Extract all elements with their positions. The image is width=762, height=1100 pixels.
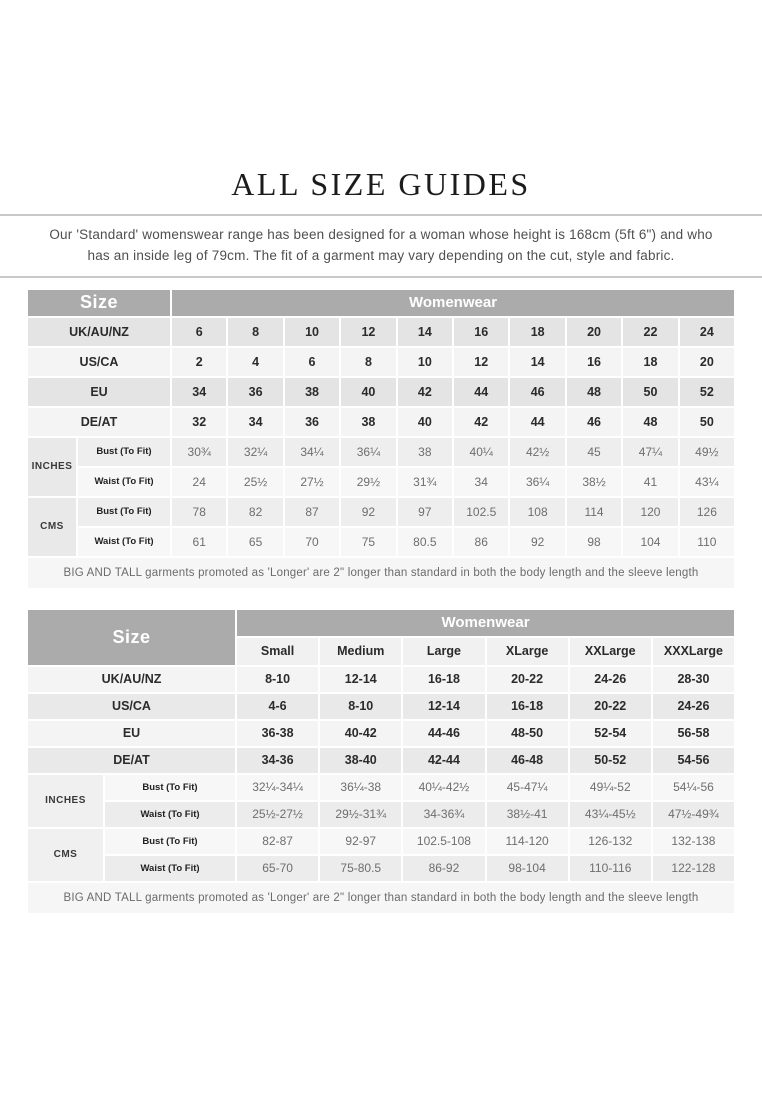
header-right: [237, 610, 734, 665]
size-value-cell: 14: [398, 318, 452, 346]
size-row: [28, 694, 734, 719]
measure-value-cell: 34¼: [285, 438, 339, 466]
measure-row: [105, 802, 734, 827]
measure-value-cell: 82-87: [237, 829, 318, 854]
size-value-cell: 54-56: [653, 748, 734, 773]
measure-value-cell: 132-138: [653, 829, 734, 854]
measure-value-cell: 92-97: [320, 829, 401, 854]
unit-label: CMS: [28, 829, 103, 881]
size-value-cell: 2: [172, 348, 226, 376]
measure-value-cell: 30¾: [172, 438, 226, 466]
measure-value-cell: 36¼-38: [320, 775, 401, 800]
size-row: [28, 667, 734, 692]
measure-value-cell: 86: [454, 528, 508, 556]
size-table: [28, 290, 734, 588]
size-value-cell: 48: [567, 378, 621, 406]
size-value-cell: 46: [510, 378, 564, 406]
measure-value-cell: 86-92: [403, 856, 484, 881]
size-value-cell: 24-26: [653, 694, 734, 719]
size-value-cell: 20-22: [487, 667, 568, 692]
measure-value-cell: 34: [454, 468, 508, 496]
size-value-cell: 32: [172, 408, 226, 436]
measure-value-cell: 54¼-56: [653, 775, 734, 800]
size-value-cell: 42-44: [403, 748, 484, 773]
measure-value-cell: 45: [567, 438, 621, 466]
measure-value-cell: 25½-27½: [237, 802, 318, 827]
size-value-cell: 18: [623, 348, 677, 376]
size-value-cell: 10: [398, 348, 452, 376]
size-value-cell: 4: [228, 348, 282, 376]
region-label: UK/AU/NZ: [28, 667, 235, 692]
size-value-cell: 48-50: [487, 721, 568, 746]
measure-value-cell: 80.5: [398, 528, 452, 556]
size-value-cell: 12-14: [320, 667, 401, 692]
measure-value-cell: 42½: [510, 438, 564, 466]
measure-value-cell: 98: [567, 528, 621, 556]
size-value-cell: 46-48: [487, 748, 568, 773]
measure-group: [28, 498, 734, 556]
size-value-cell: 46: [567, 408, 621, 436]
measure-group: [28, 829, 734, 881]
measure-value-cell: 43¼-45½: [570, 802, 651, 827]
size-corner-header: Size: [28, 610, 235, 665]
size-corner-header: Size: [28, 290, 170, 316]
size-row: [28, 721, 734, 746]
size-value-cell: 50: [680, 408, 734, 436]
measure-row: [78, 498, 734, 526]
measure-label: Bust (To Fit): [105, 775, 235, 800]
region-label: US/CA: [28, 694, 235, 719]
size-row: [28, 318, 734, 346]
size-value-cell: 38-40: [320, 748, 401, 773]
region-label: EU: [28, 378, 170, 406]
measure-value-cell: 47½-49¾: [653, 802, 734, 827]
measure-value-cell: 110-116: [570, 856, 651, 881]
size-value-cell: 4-6: [237, 694, 318, 719]
measure-value-cell: 45-47¼: [487, 775, 568, 800]
size-value-cell: 6: [172, 318, 226, 346]
size-value-cell: 16-18: [403, 667, 484, 692]
size-value-cell: 16-18: [487, 694, 568, 719]
region-label: US/CA: [28, 348, 170, 376]
measure-value-cell: 31¾: [398, 468, 452, 496]
measure-label: Bust (To Fit): [78, 498, 170, 526]
measure-value-cell: 29½: [341, 468, 395, 496]
size-name-header: XXXLarge: [653, 638, 734, 665]
size-value-cell: 42: [398, 378, 452, 406]
measure-label: Waist (To Fit): [105, 802, 235, 827]
size-name-header: XLarge: [487, 638, 568, 665]
size-value-cell: 44-46: [403, 721, 484, 746]
size-value-cell: 34-36: [237, 748, 318, 773]
measure-row: [78, 528, 734, 556]
size-value-cell: 22: [623, 318, 677, 346]
measure-value-cell: 70: [285, 528, 339, 556]
measure-value-cell: 29½-31¾: [320, 802, 401, 827]
measure-row: [78, 468, 734, 496]
size-value-cell: 8: [228, 318, 282, 346]
size-name-header-row: [237, 638, 734, 665]
size-value-cell: 12: [454, 348, 508, 376]
measure-value-cell: 122-128: [653, 856, 734, 881]
measure-value-cell: 32¼-34¼: [237, 775, 318, 800]
size-value-cell: 36: [285, 408, 339, 436]
big-and-tall-note: BIG AND TALL garments promoted as 'Longer' are 2" longer than standard in both the body length and the sleeve length: [28, 558, 734, 588]
size-value-cell: 24-26: [570, 667, 651, 692]
size-value-cell: 18: [510, 318, 564, 346]
womenwear-header: Womenwear: [237, 610, 734, 636]
measure-value-cell: 120: [623, 498, 677, 526]
measure-value-cell: 75: [341, 528, 395, 556]
size-value-cell: 44: [454, 378, 508, 406]
size-value-cell: 12: [341, 318, 395, 346]
size-value-cell: 40: [398, 408, 452, 436]
table-header: [28, 290, 734, 316]
measure-value-cell: 97: [398, 498, 452, 526]
divider-line: [0, 276, 762, 278]
size-value-cell: 24: [680, 318, 734, 346]
measure-value-cell: 126-132: [570, 829, 651, 854]
size-value-cell: 50: [623, 378, 677, 406]
measure-value-cell: 27½: [285, 468, 339, 496]
region-label: DE/AT: [28, 408, 170, 436]
measure-value-cell: 49½: [680, 438, 734, 466]
size-name-header: XXLarge: [570, 638, 651, 665]
measure-value-cell: 102.5-108: [403, 829, 484, 854]
measure-rows: [105, 775, 734, 827]
measure-value-cell: 92: [341, 498, 395, 526]
womenwear-header: Womenwear: [172, 290, 734, 316]
measure-value-cell: 75-80.5: [320, 856, 401, 881]
size-value-cell: 52: [680, 378, 734, 406]
measure-value-cell: 49¼-52: [570, 775, 651, 800]
size-row: [28, 348, 734, 376]
measure-value-cell: 32¼: [228, 438, 282, 466]
size-value-cell: 8: [341, 348, 395, 376]
size-value-cell: 38: [341, 408, 395, 436]
measure-value-cell: 126: [680, 498, 734, 526]
measure-label: Waist (To Fit): [78, 528, 170, 556]
measure-label: Waist (To Fit): [78, 468, 170, 496]
measure-value-cell: 82: [228, 498, 282, 526]
intro-text: Our 'Standard' womenswear range has been designed for a woman whose height is 168cm (5ft 6") and who has an inside leg of 79cm. The fit of a garment may vary depending on the cut, style and fabric.: [49, 227, 713, 263]
divider-line: [0, 214, 762, 216]
measure-value-cell: 102.5: [454, 498, 508, 526]
size-value-cell: 40-42: [320, 721, 401, 746]
size-value-cell: 14: [510, 348, 564, 376]
measure-row: [105, 856, 734, 881]
measure-value-cell: 36¼: [510, 468, 564, 496]
size-value-cell: 36-38: [237, 721, 318, 746]
size-row: [28, 378, 734, 406]
measure-value-cell: 78: [172, 498, 226, 526]
measure-value-cell: 38½: [567, 468, 621, 496]
size-value-cell: 40: [341, 378, 395, 406]
measure-value-cell: 24: [172, 468, 226, 496]
measure-group: [28, 438, 734, 496]
page-title: ALL SIZE GUIDES: [231, 166, 531, 202]
size-value-cell: 6: [285, 348, 339, 376]
unit-label: CMS: [28, 498, 76, 556]
size-value-cell: 38: [285, 378, 339, 406]
size-value-cell: 34: [172, 378, 226, 406]
measure-value-cell: 43¼: [680, 468, 734, 496]
table-header: [28, 610, 734, 665]
measure-value-cell: 87: [285, 498, 339, 526]
measure-value-cell: 110: [680, 528, 734, 556]
size-value-cell: 20-22: [570, 694, 651, 719]
measure-value-cell: 65: [228, 528, 282, 556]
measure-label: Bust (To Fit): [105, 829, 235, 854]
measure-value-cell: 65-70: [237, 856, 318, 881]
measure-rows: [105, 829, 734, 881]
size-table: [28, 610, 734, 913]
measure-value-cell: 40¼: [454, 438, 508, 466]
measure-value-cell: 47¼: [623, 438, 677, 466]
size-name-header: Small: [237, 638, 318, 665]
measure-value-cell: 25½: [228, 468, 282, 496]
size-value-cell: 56-58: [653, 721, 734, 746]
measure-label: Bust (To Fit): [78, 438, 170, 466]
size-name-header: Large: [403, 638, 484, 665]
measure-value-cell: 114: [567, 498, 621, 526]
size-value-cell: 16: [454, 318, 508, 346]
size-value-cell: 8-10: [237, 667, 318, 692]
size-value-cell: 12-14: [403, 694, 484, 719]
region-label: EU: [28, 721, 235, 746]
measure-value-cell: 38½-41: [487, 802, 568, 827]
measure-rows: [78, 498, 734, 556]
measure-row: [105, 775, 734, 800]
unit-label: INCHES: [28, 775, 103, 827]
size-value-cell: 52-54: [570, 721, 651, 746]
grouped-size-table: [28, 610, 734, 913]
size-value-cell: 8-10: [320, 694, 401, 719]
size-value-cell: 48: [623, 408, 677, 436]
region-label: UK/AU/NZ: [28, 318, 170, 346]
size-value-cell: 50-52: [570, 748, 651, 773]
measure-value-cell: 61: [172, 528, 226, 556]
standard-size-table: [28, 290, 734, 588]
size-value-cell: 16: [567, 348, 621, 376]
size-row: [28, 748, 734, 773]
size-name-header: Medium: [320, 638, 401, 665]
measure-value-cell: 34-36¾: [403, 802, 484, 827]
measure-value-cell: 114-120: [487, 829, 568, 854]
measure-value-cell: 98-104: [487, 856, 568, 881]
measure-value-cell: 104: [623, 528, 677, 556]
measure-group: [28, 775, 734, 827]
measure-label: Waist (To Fit): [105, 856, 235, 881]
measure-row: [78, 438, 734, 466]
measure-value-cell: 36¼: [341, 438, 395, 466]
size-value-cell: 20: [680, 348, 734, 376]
measure-rows: [78, 438, 734, 496]
measure-value-cell: 108: [510, 498, 564, 526]
size-row: [28, 408, 734, 436]
measure-value-cell: 40¼-42½: [403, 775, 484, 800]
measure-row: [105, 829, 734, 854]
size-value-cell: 28-30: [653, 667, 734, 692]
size-value-cell: 44: [510, 408, 564, 436]
size-value-cell: 36: [228, 378, 282, 406]
measure-value-cell: 38: [398, 438, 452, 466]
size-value-cell: 34: [228, 408, 282, 436]
size-value-cell: 20: [567, 318, 621, 346]
big-and-tall-note: BIG AND TALL garments promoted as 'Longer' are 2" longer than standard in both the body length and the sleeve length: [28, 883, 734, 913]
unit-label: INCHES: [28, 438, 76, 496]
region-label: DE/AT: [28, 748, 235, 773]
size-value-cell: 42: [454, 408, 508, 436]
size-value-cell: 10: [285, 318, 339, 346]
measure-value-cell: 92: [510, 528, 564, 556]
measure-value-cell: 41: [623, 468, 677, 496]
